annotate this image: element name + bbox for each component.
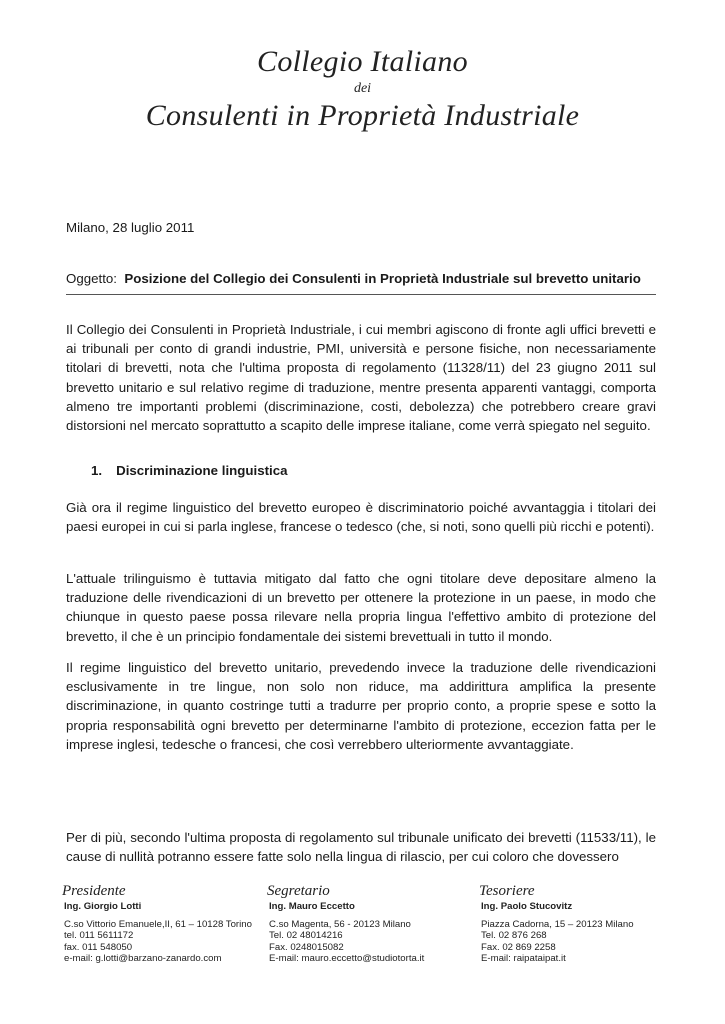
section-number: 1.: [91, 463, 103, 478]
secretary-address: C.so Magenta, 56 - 20123 Milano: [269, 918, 411, 930]
section-heading: [91, 463, 288, 478]
treasurer-tel: Tel. 02 876 268: [481, 930, 547, 942]
treasurer-name: Ing. Paolo Stucovitz: [481, 901, 573, 912]
president-address: C.so Vittorio Emanuele,II, 61 – 10128 Torino: [64, 918, 252, 930]
paragraph-2: Già ora il regime linguistico del brevetto europeo è discriminatorio poiché avvantaggia i titolari dei paesi europei in cui si parla inglese, francese o tedesco (che, si noti, sono quelli più ricchi e potenti).: [66, 500, 656, 535]
letterhead-connector: dei: [353, 81, 372, 96]
secretary-fax: Fax. 0248015082: [269, 941, 344, 953]
letter-date: Milano, 28 luglio 2011: [66, 220, 195, 235]
paragraph-5: Per di più, secondo l'ultima proposta di regolamento sul tribunale unificato dei brevetti (11533/11), le cause di nullità potranno essere fatte solo nella lingua di rilascio, per cui coloro che dovessero: [66, 830, 656, 865]
secretary-name: Ing. Mauro Eccetto: [269, 901, 355, 912]
president-fax: fax. 011 548050: [64, 941, 133, 953]
president-role: Presidente: [62, 883, 126, 899]
footer: [62, 882, 662, 972]
subject-text: Posizione del Collegio dei Consulenti in Proprietà Industriale sul brevetto unitario: [124, 271, 641, 286]
secretary-role: Segretario: [267, 883, 330, 899]
letterhead: [0, 44, 725, 134]
secretary-tel: Tel. 02 48014216: [269, 930, 343, 942]
footer-treasurer: [479, 882, 634, 965]
treasurer-fax: Fax. 02 869 2258: [481, 941, 556, 953]
president-name: Ing. Giorgio Lotti: [64, 901, 142, 912]
subject-line: [66, 271, 656, 295]
footer-secretary: [267, 882, 424, 965]
letterhead-subtitle: Consulenti in Proprietà Industriale: [145, 99, 580, 132]
footer-president: [62, 882, 252, 965]
paragraph-3: L'attuale trilinguismo è tuttavia mitigato dal fatto che ogni titolare deve depositare almeno la traduzione delle rivendicazioni di un brevetto per ottenere la protezione in un paese, in modo che chiunque in questo paese possa rilevare nella propria lingua l'effettivo ambito di protezione del brevetto, il che è un principio fondamentale dei sistemi brevettuali in tutto il mondo.: [66, 571, 656, 644]
treasurer-email[interactable]: E-mail: raipataipat.it: [481, 953, 566, 965]
president-tel: tel. 011 5611172: [64, 930, 134, 942]
treasurer-address: Piazza Cadorna, 15 – 20123 Milano: [481, 918, 634, 930]
section-title: Discriminazione linguistica: [116, 463, 288, 478]
paragraph-4: Il regime linguistico del brevetto unitario, prevedendo invece la traduzione delle rivendicazioni esclusivamente in tre lingue, non solo non riduce, ma addirittura amplifica la presente discriminazione, in quanto costringe tutti a tradurre per proprio conto, a proprie spese e sotto la propria responsabilità ogni brevetto per determinarne l'ambito di protezione, eccezion fatta per le imprese inglesi, tedesche o francesi, che così verrebbero ulteriormente avvantaggiate.: [66, 660, 656, 752]
letterhead-title: Collegio Italiano: [257, 45, 468, 78]
treasurer-role: Tesoriere: [479, 883, 535, 899]
president-email[interactable]: e-mail: g.lotti@barzano-zanardo.com: [64, 953, 222, 965]
secretary-email[interactable]: E-mail: mauro.eccetto@studiotorta.it: [269, 953, 425, 965]
subject-label: Oggetto:: [66, 271, 118, 286]
paragraph-intro: Il Collegio dei Consulenti in Proprietà Industriale, i cui membri agiscono di fronte agli uffici brevetti e ai tribunali per conto di grandi industrie, PMI, università e persone fisiche, non necessariamente titolari di brevetti, nota che l'ultima proposta di regolamento (11328/11) del 23 giugno 2011 sul brevetto unitario e sul relativo regime di traduzione, mentre presenta apparenti vantaggi, comporta almeno tre importanti problemi (discriminazione, costi, debolezza) che potrebbero creare gravi distorsioni nel mercato soprattutto a scapito delle imprese italiane, come verrà spiegato nel seguito.: [66, 322, 656, 434]
